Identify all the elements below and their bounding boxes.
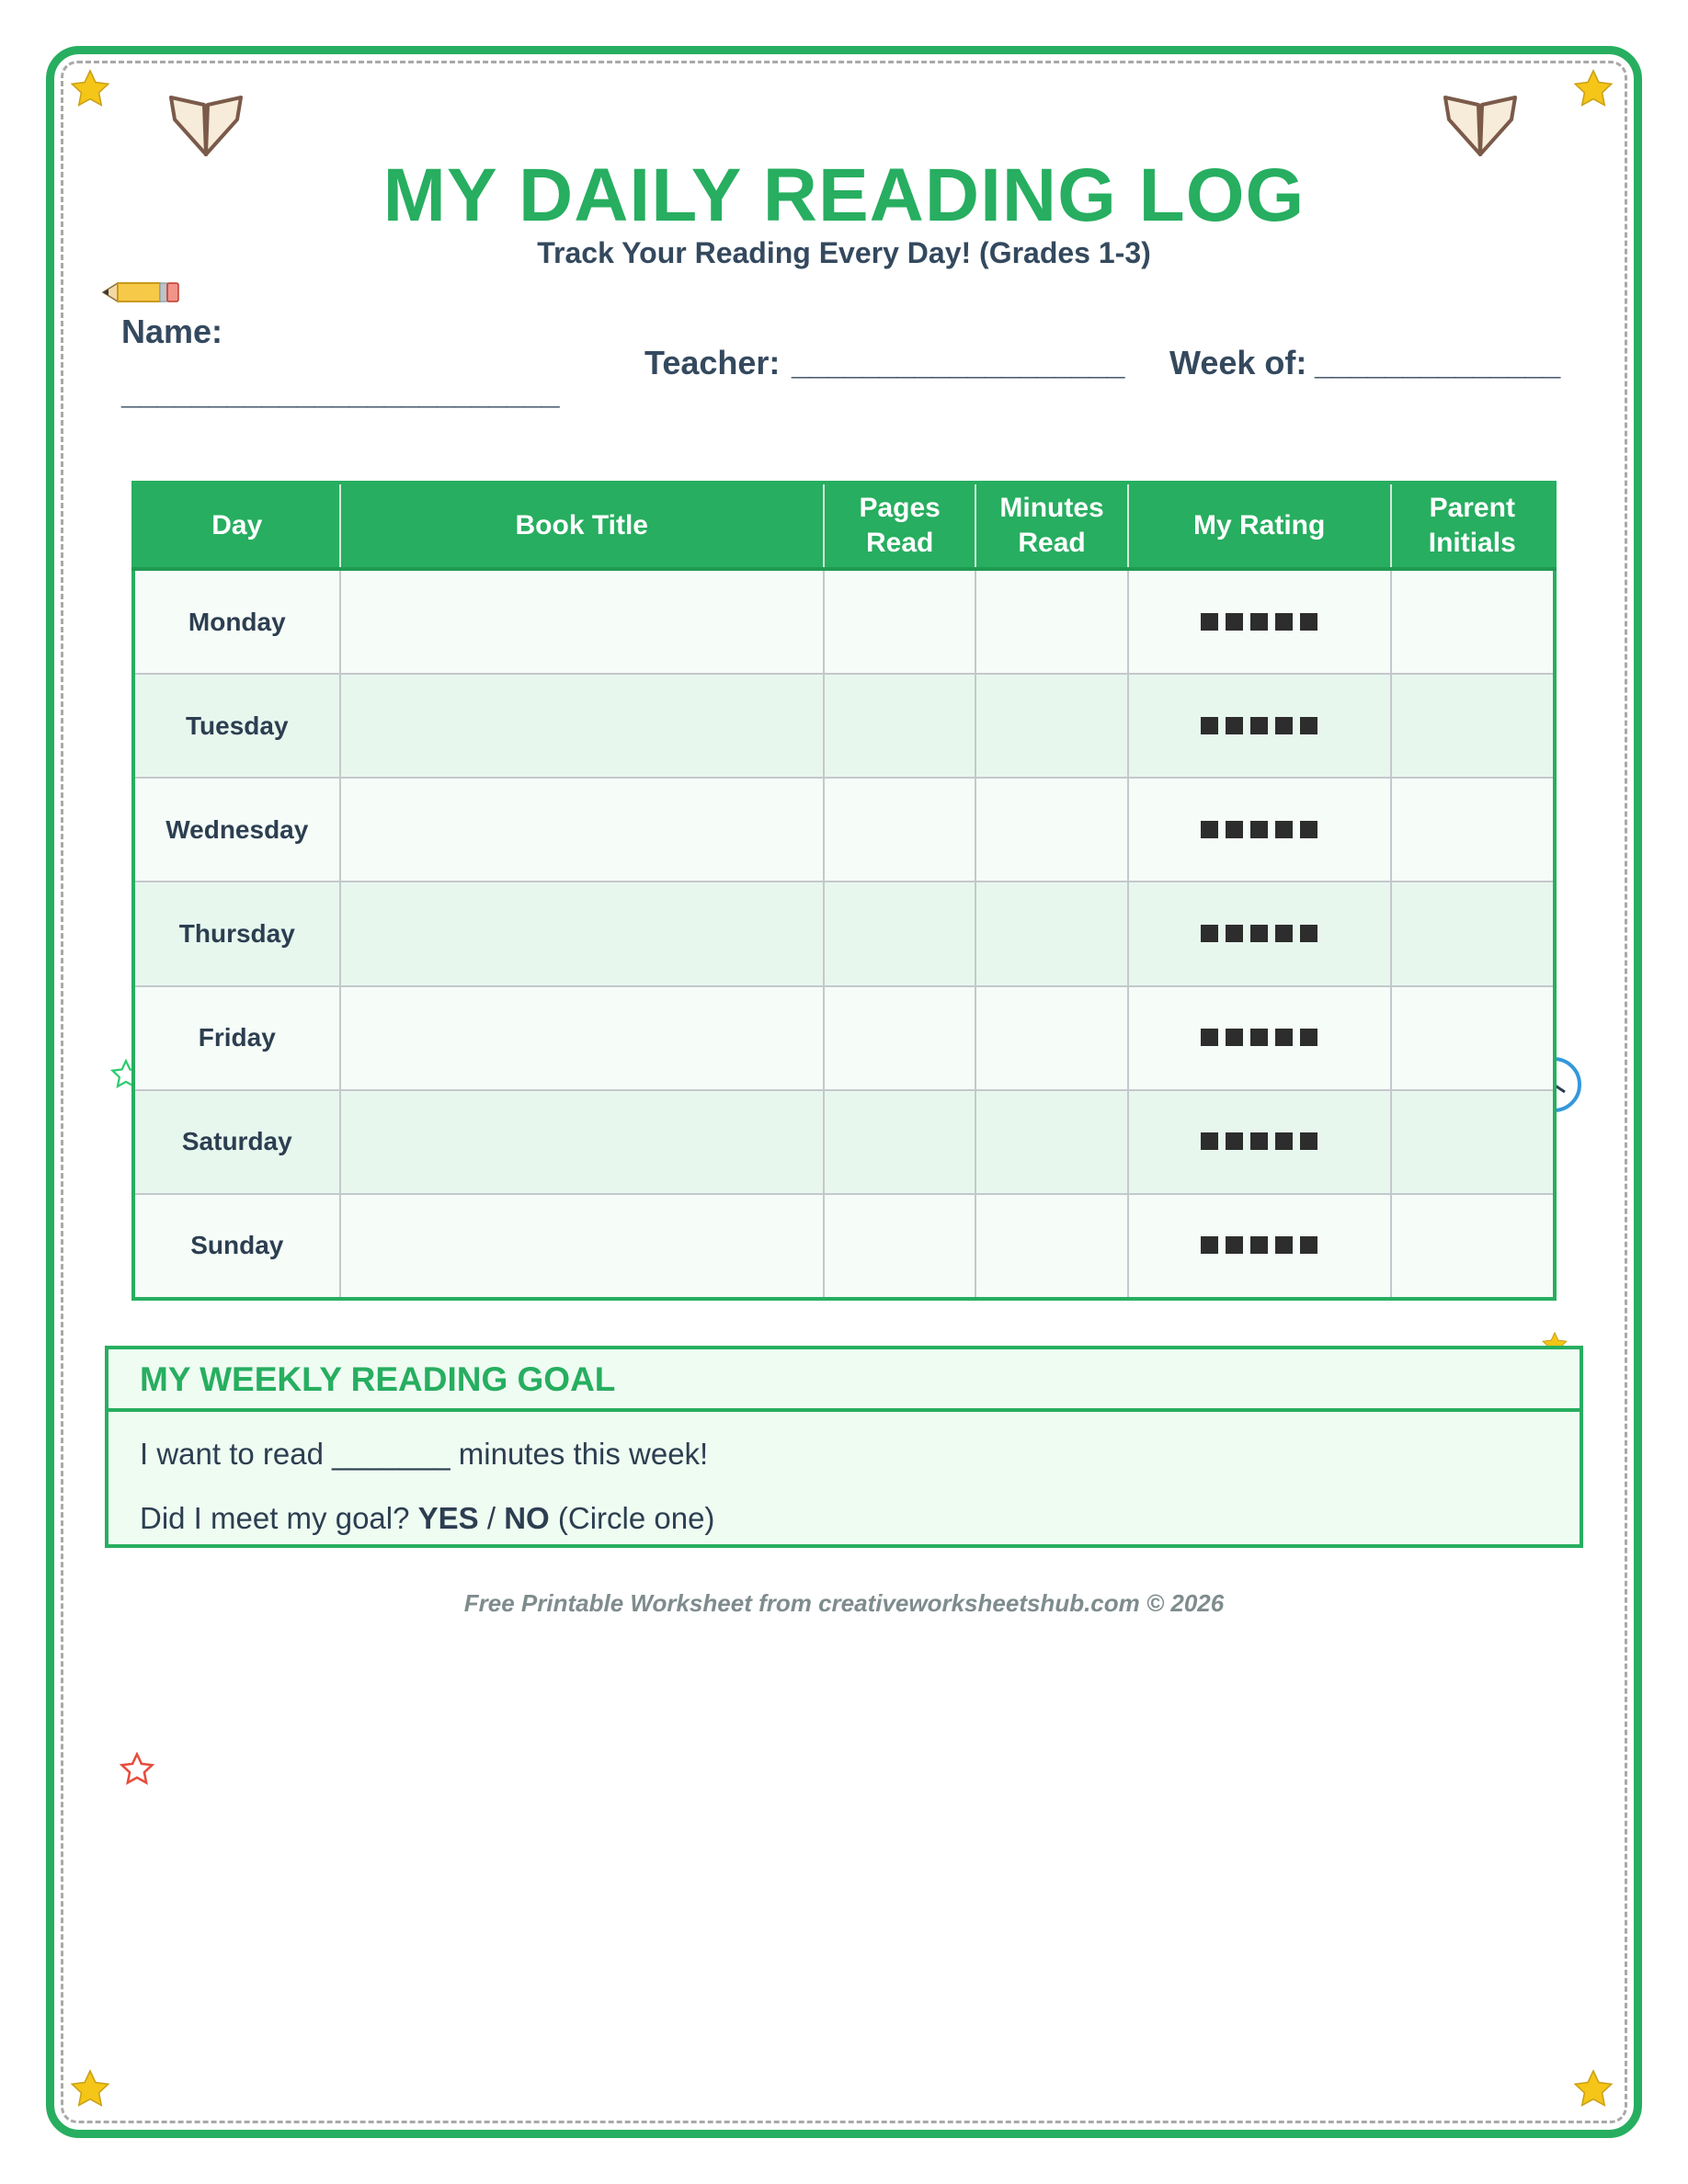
minutes-read-cell[interactable] — [975, 1090, 1127, 1194]
rating-box[interactable] — [1300, 821, 1317, 838]
weekly-goal-heading: MY WEEKLY READING GOAL — [108, 1349, 1580, 1412]
rating-box[interactable] — [1250, 925, 1268, 942]
parent-initials-cell[interactable] — [1391, 986, 1555, 1090]
rating-cell — [1128, 569, 1391, 674]
day-cell: Friday — [133, 986, 340, 1090]
rating-box[interactable] — [1226, 717, 1243, 734]
minutes-read-cell[interactable] — [975, 986, 1127, 1090]
table-header-row — [133, 483, 1555, 569]
minutes-read-cell[interactable] — [975, 1194, 1127, 1299]
open-book-icon — [167, 90, 245, 160]
pages-read-cell[interactable] — [824, 674, 975, 778]
table-row — [133, 778, 1555, 882]
minutes-read-cell[interactable] — [975, 882, 1127, 985]
rating-boxes — [1201, 613, 1317, 631]
rating-box[interactable] — [1201, 717, 1218, 734]
reading-log-table — [131, 481, 1557, 1301]
day-cell: Monday — [133, 569, 340, 674]
parent-initials-cell[interactable] — [1391, 569, 1555, 674]
rating-box[interactable] — [1275, 821, 1293, 838]
table-row — [133, 882, 1555, 985]
rating-box[interactable] — [1250, 821, 1268, 838]
rating-box[interactable] — [1250, 1132, 1268, 1150]
teacher-field[interactable]: ___________________ — [792, 344, 1124, 381]
parent-initials-cell[interactable] — [1391, 1194, 1555, 1299]
rating-box[interactable] — [1275, 1029, 1293, 1046]
rating-box[interactable] — [1300, 1029, 1317, 1046]
goal-no-option[interactable]: NO — [504, 1501, 550, 1535]
header-parent-initials: Parent Initials — [1391, 483, 1555, 569]
teacher-label: Teacher: — [644, 344, 781, 381]
pages-read-cell[interactable] — [824, 986, 975, 1090]
star-outline-icon — [120, 1752, 154, 1787]
star-icon — [1572, 2068, 1614, 2110]
header-minutes-read: Minutes Read — [975, 483, 1127, 569]
star-icon — [69, 2068, 111, 2110]
rating-boxes — [1201, 1132, 1317, 1150]
rating-cell — [1128, 1194, 1391, 1299]
header-book-title: Book Title — [340, 483, 824, 569]
table-row — [133, 1194, 1555, 1299]
rating-cell — [1128, 882, 1391, 985]
day-cell: Wednesday — [133, 778, 340, 882]
minutes-read-cell[interactable] — [975, 569, 1127, 674]
rating-box[interactable] — [1250, 613, 1268, 631]
week-field[interactable]: ______________ — [1315, 344, 1560, 381]
rating-cell — [1128, 986, 1391, 1090]
book-title-cell[interactable] — [340, 778, 824, 882]
pages-read-cell[interactable] — [824, 778, 975, 882]
rating-box[interactable] — [1201, 925, 1218, 942]
rating-boxes — [1201, 717, 1317, 734]
page-subtitle: Track Your Reading Every Day! (Grades 1-3) — [537, 236, 1151, 269]
rating-box[interactable] — [1201, 821, 1218, 838]
table-row — [133, 674, 1555, 778]
rating-cell — [1128, 1090, 1391, 1194]
goal-yes-option[interactable]: YES — [417, 1501, 479, 1535]
rating-box[interactable] — [1226, 613, 1243, 631]
book-title-cell[interactable] — [340, 1090, 824, 1194]
rating-box[interactable] — [1300, 925, 1317, 942]
rating-box[interactable] — [1201, 1236, 1218, 1254]
weekly-goal-box — [105, 1346, 1583, 1548]
goal-minutes-blank[interactable]: _______ — [332, 1437, 451, 1471]
day-cell: Saturday — [133, 1090, 340, 1194]
rating-box[interactable] — [1300, 613, 1317, 631]
pencil-icon — [101, 279, 180, 305]
rating-box[interactable] — [1275, 613, 1293, 631]
rating-box[interactable] — [1275, 1236, 1293, 1254]
star-icon — [1572, 68, 1614, 110]
pages-read-cell[interactable] — [824, 1194, 975, 1299]
rating-box[interactable] — [1226, 1029, 1243, 1046]
rating-box[interactable] — [1226, 1236, 1243, 1254]
book-title-cell[interactable] — [340, 986, 824, 1090]
book-title-cell[interactable] — [340, 882, 824, 985]
table-row — [133, 1090, 1555, 1194]
rating-box[interactable] — [1226, 1132, 1243, 1150]
table-row — [133, 986, 1555, 1090]
rating-boxes — [1201, 821, 1317, 838]
goal-minutes-line: I want to read _______ minutes this week! — [140, 1437, 709, 1471]
rating-cell — [1128, 778, 1391, 882]
pages-read-cell[interactable] — [824, 1090, 975, 1194]
goal-met-line: Did I meet my goal? YES / NO (Circle one) — [140, 1501, 715, 1535]
open-book-icon — [1442, 90, 1519, 160]
parent-initials-cell[interactable] — [1391, 882, 1555, 985]
rating-box[interactable] — [1201, 1029, 1218, 1046]
rating-boxes — [1201, 925, 1317, 942]
rating-box[interactable] — [1275, 925, 1293, 942]
parent-initials-cell[interactable] — [1391, 674, 1555, 778]
minutes-read-cell[interactable] — [975, 778, 1127, 882]
day-cell: Tuesday — [133, 674, 340, 778]
footer-credit: Free Printable Worksheet from creativeworksheetshub.com © 2026 — [463, 1589, 1225, 1617]
rating-box[interactable] — [1300, 717, 1317, 734]
rating-box[interactable] — [1300, 1132, 1317, 1150]
rating-cell — [1128, 674, 1391, 778]
rating-box[interactable] — [1226, 821, 1243, 838]
rating-box[interactable] — [1250, 1029, 1268, 1046]
rating-box[interactable] — [1250, 717, 1268, 734]
book-title-cell[interactable] — [340, 1194, 824, 1299]
name-field[interactable]: _________________________ — [121, 373, 559, 411]
header-pages-read: Pages Read — [824, 483, 975, 569]
rating-box[interactable] — [1250, 1236, 1268, 1254]
name-label: Name: — [121, 313, 223, 350]
day-cell: Sunday — [133, 1194, 340, 1299]
day-cell: Thursday — [133, 882, 340, 985]
header-my-rating: My Rating — [1128, 483, 1391, 569]
book-title-cell[interactable] — [340, 569, 824, 674]
rating-box[interactable] — [1201, 613, 1218, 631]
rating-box[interactable] — [1201, 1132, 1218, 1150]
pages-read-cell[interactable] — [824, 882, 975, 985]
minutes-read-cell[interactable] — [975, 674, 1127, 778]
page-title: MY DAILY READING LOG — [382, 154, 1306, 237]
week-label: Week of: — [1169, 344, 1307, 381]
rating-box[interactable] — [1275, 1132, 1293, 1150]
header-day: Day — [133, 483, 340, 569]
pages-read-cell[interactable] — [824, 569, 975, 674]
star-icon — [69, 68, 111, 110]
parent-initials-cell[interactable] — [1391, 778, 1555, 882]
rating-box[interactable] — [1300, 1236, 1317, 1254]
rating-box[interactable] — [1226, 925, 1243, 942]
rating-boxes — [1201, 1029, 1317, 1046]
table-row — [133, 569, 1555, 674]
parent-initials-cell[interactable] — [1391, 1090, 1555, 1194]
book-title-cell[interactable] — [340, 674, 824, 778]
rating-box[interactable] — [1275, 717, 1293, 734]
rating-boxes — [1201, 1236, 1317, 1254]
